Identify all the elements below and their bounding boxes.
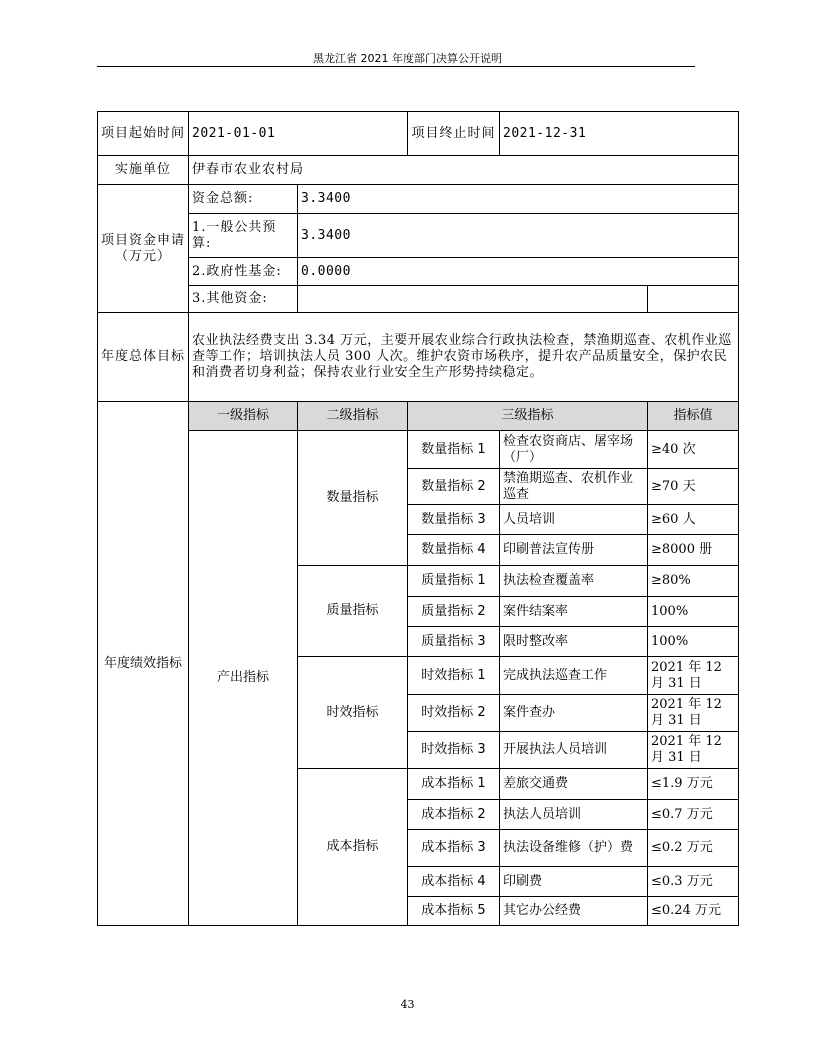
row-funds-total: [98, 185, 739, 214]
indicator-code: 时效指标 3: [408, 732, 500, 769]
indicator-row: [98, 431, 739, 469]
row-funds-general: [98, 214, 739, 258]
funds-blank-cell: [648, 286, 739, 313]
indicator-code: 成本指标 5: [408, 897, 500, 926]
indicator-desc: 限时整改率: [500, 627, 648, 657]
row-funds-gov: [98, 258, 739, 286]
perf-header-row: [98, 402, 739, 431]
indicator-value: ≤0.7 万元: [648, 800, 739, 830]
start-label: 项目起始时间: [98, 112, 189, 156]
header-l3: 三级指标: [408, 402, 648, 431]
group-quantity: 数量指标: [298, 431, 408, 566]
group-quality: 质量指标: [298, 566, 408, 657]
header-rule: [97, 66, 695, 67]
indicator-value: 2021 年 12 月 31 日: [648, 657, 739, 695]
row-dates: [98, 112, 739, 156]
group-cost: 成本指标: [298, 769, 408, 926]
end-value: 2021-12-31: [500, 112, 739, 156]
funds-item-label: 3.其他资金:: [189, 286, 298, 313]
indicator-value: ≤1.9 万元: [648, 769, 739, 800]
start-value: 2021-01-01: [189, 112, 408, 156]
indicator-code: 成本指标 3: [408, 830, 500, 867]
row-unit: [98, 156, 739, 185]
indicator-code: 质量指标 1: [408, 566, 500, 597]
indicator-code: 时效指标 1: [408, 657, 500, 695]
indicator-code: 成本指标 4: [408, 867, 500, 897]
indicator-desc: 差旅交通费: [500, 769, 648, 800]
indicator-desc: 案件结案率: [500, 597, 648, 627]
indicator-code: 时效指标 2: [408, 695, 500, 732]
unit-value: 伊春市农业农村局: [189, 156, 739, 185]
funds-item-value: [298, 286, 648, 313]
funds-item-label: 2.政府性基金:: [189, 258, 298, 286]
goal-text: 农业执法经费支出 3.34 万元，主要开展农业综合行政执法检查，禁渔期巡查、农机作业巡查等工作；培训执法人员 300 人次。维护农资市场秩序，提升农产品质量安全，保护农民和消费者切身利益；保持农业行业安全生产形势持续稳定。: [189, 313, 739, 402]
end-label: 项目终止时间: [408, 112, 500, 156]
indicator-desc: 完成执法巡查工作: [500, 657, 648, 695]
funds-item-value: 3.3400: [298, 185, 739, 214]
indicator-desc: 其它办公经费: [500, 897, 648, 926]
indicator-code: 数量指标 4: [408, 535, 500, 566]
l1-output: 产出指标: [189, 431, 298, 926]
header-l1: 一级指标: [189, 402, 298, 431]
indicator-desc: 印刷普法宣传册: [500, 535, 648, 566]
indicator-value: ≥80%: [648, 566, 739, 597]
indicator-code: 质量指标 3: [408, 627, 500, 657]
indicator-value: 2021 年 12 月 31 日: [648, 695, 739, 732]
funds-item-label: 1.一般公共预算:: [189, 214, 298, 258]
funds-label: 项目资金申请（万元）: [98, 185, 189, 313]
indicator-value: ≤0.24 万元: [648, 897, 739, 926]
indicator-desc: 案件查办: [500, 695, 648, 732]
indicator-value: ≥40 次: [648, 431, 739, 469]
indicator-code: 成本指标 1: [408, 769, 500, 800]
goal-label: 年度总体目标: [98, 313, 189, 402]
indicator-value: ≥70 天: [648, 469, 739, 505]
indicator-code: 数量指标 3: [408, 505, 500, 535]
funds-item-value: 0.0000: [298, 258, 739, 286]
indicator-value: 2021 年 12 月 31 日: [648, 732, 739, 769]
indicator-desc: 检查农资商店、屠宰场（厂）: [500, 431, 648, 469]
indicator-desc: 执法人员培训: [500, 800, 648, 830]
indicator-value: 100%: [648, 627, 739, 657]
funds-item-label: 资金总额:: [189, 185, 298, 214]
indicator-desc: 印刷费: [500, 867, 648, 897]
row-funds-other: [98, 286, 739, 313]
row-goal: [98, 313, 739, 402]
indicator-desc: 禁渔期巡查、农机作业巡查: [500, 469, 648, 505]
header-value: 指标值: [648, 402, 739, 431]
indicator-value: ≤0.2 万元: [648, 830, 739, 867]
indicator-value: ≥8000 册: [648, 535, 739, 566]
indicator-value: ≤0.3 万元: [648, 867, 739, 897]
perf-label: 年度绩效指标: [98, 402, 189, 926]
funds-item-value: 3.3400: [298, 214, 739, 258]
header-l2: 二级指标: [298, 402, 408, 431]
unit-label: 实施单位: [98, 156, 189, 185]
indicator-desc: 执法检查覆盖率: [500, 566, 648, 597]
indicator-desc: 开展执法人员培训: [500, 732, 648, 769]
project-table: [97, 111, 739, 926]
group-timeliness: 时效指标: [298, 657, 408, 769]
indicator-code: 数量指标 2: [408, 469, 500, 505]
page-header: 黑龙江省 2021 年度部门决算公开说明: [313, 52, 502, 65]
page-number: 43: [400, 998, 415, 1011]
indicator-desc: 执法设备维修（护）费: [500, 830, 648, 867]
indicator-value: ≥60 人: [648, 505, 739, 535]
indicator-code: 数量指标 1: [408, 431, 500, 469]
indicator-code: 质量指标 2: [408, 597, 500, 627]
indicator-code: 成本指标 2: [408, 800, 500, 830]
indicator-value: 100%: [648, 597, 739, 627]
indicator-desc: 人员培训: [500, 505, 648, 535]
